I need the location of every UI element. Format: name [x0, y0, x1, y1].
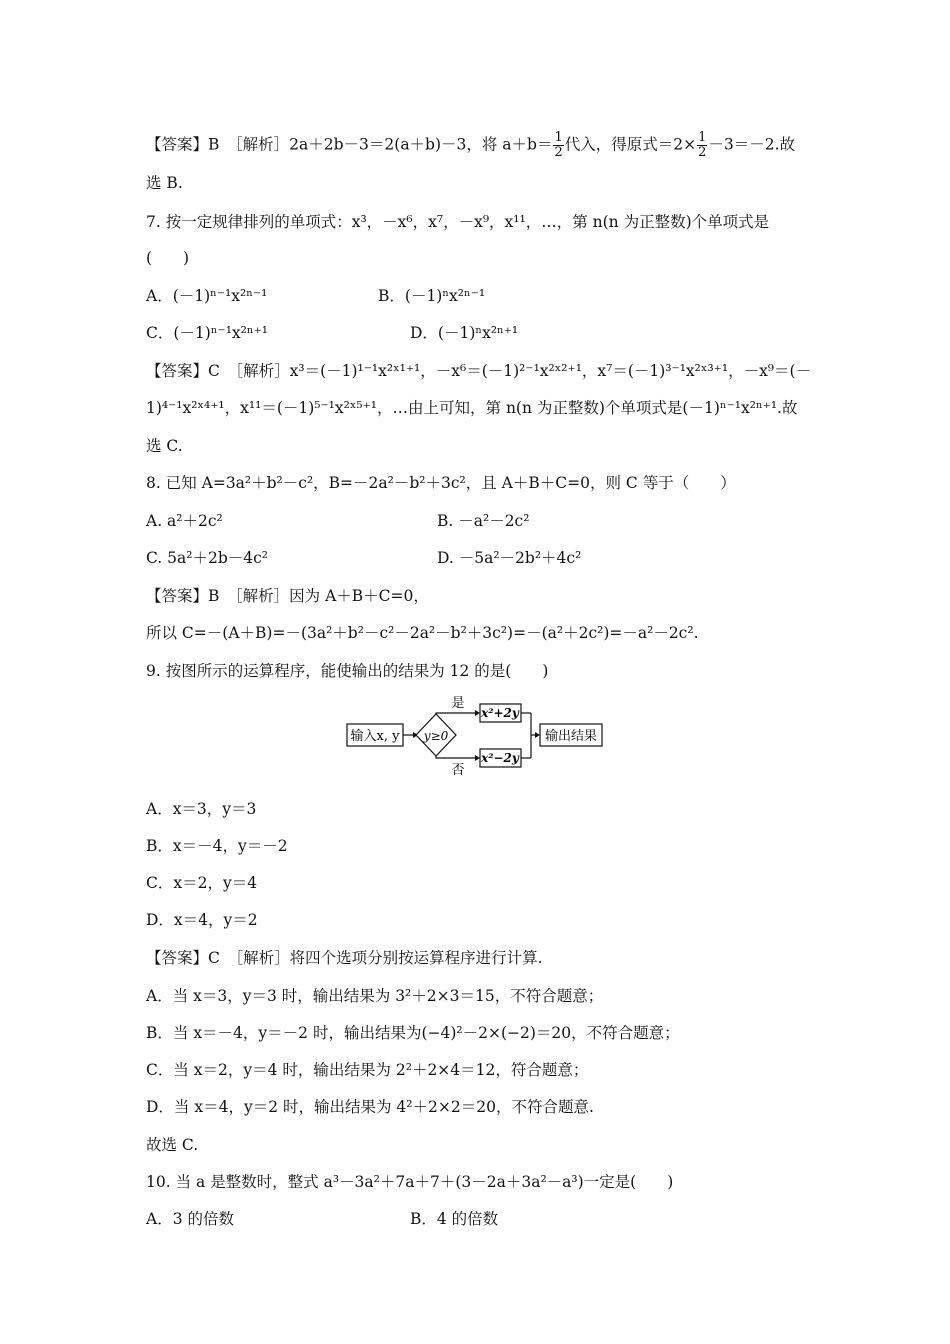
q7-option-b: B．(－1)ⁿx²ⁿ⁻¹: [378, 287, 486, 305]
flow-arrowhead: [475, 710, 480, 716]
fraction-one-half: [553, 131, 563, 160]
q10-option-a: A．3 的倍数: [146, 1210, 234, 1228]
q8-stem: 8. 已知 A=3a²＋b²－c²，B=－2a²－b²＋3c²，且 A＋B＋C=0，则 C 等于（ ）: [146, 474, 736, 492]
flowchart-diagram: [345, 694, 607, 780]
q7-option-d: D．(－1)ⁿx²ⁿ⁺¹: [410, 324, 519, 342]
q9-conclusion: 故选 C.: [146, 1136, 199, 1154]
q6-answer-line-2: 选 B.: [146, 174, 183, 192]
answer-tag: 【答案】B ［解析］: [146, 135, 290, 154]
q9-explain-a: A．当 x＝3，y＝3 时，输出结果为 3²＋2×3＝15，不符合题意；: [146, 987, 604, 1005]
q7-answer-line-2: 1)⁴⁻¹x²ˣ⁴⁺¹，x¹¹＝(－1)⁵⁻¹x²ˣ⁵⁺¹，…由上可知，第 n(n 为正整数)个单项式是(－1)ⁿ⁻¹x²ⁿ⁺¹.故: [146, 399, 798, 417]
flow-input-label: 输入x, y: [350, 729, 400, 744]
q9-option-b: B．x＝－4，y＝－2: [146, 837, 288, 855]
flow-no-label: 否: [451, 763, 465, 778]
q7-answer-paren: ( ): [146, 249, 190, 267]
flow-yes-label: 是: [451, 696, 465, 711]
q6-answer-line-1: [146, 131, 795, 160]
q10-option-b: B．4 的倍数: [410, 1210, 499, 1228]
fraction-numerator: 1: [698, 130, 707, 145]
q9-option-c: C．x＝2，y＝4: [146, 874, 258, 892]
q9-explain-d: D．当 x＝4，y＝2 时，输出结果为 4²＋2×2＝20，不符合题意.: [146, 1098, 594, 1116]
answer-text: 代入，得原式＝2×: [564, 135, 697, 154]
q8-answer-line-2: 所以 C=－(A＋B)=－(3a²＋b²－c²－2a²－b²＋3c²)=－(a²＋2c²)=－a²－2c².: [146, 624, 699, 642]
q7-option-c: C．(－1)ⁿ⁻¹x²ⁿ⁺¹: [146, 324, 268, 342]
fraction-one-half: [697, 131, 707, 160]
q8-answer-line-1: 【答案】B ［解析］因为 A＋B＋C=0，: [146, 587, 429, 605]
q8-option-a: A. a²＋2c²: [146, 512, 223, 530]
q8-option-b: B. －a²－2c²: [437, 512, 530, 530]
q7-option-a: A．(－1)ⁿ⁻¹x²ⁿ⁻¹: [146, 287, 268, 305]
q9-explain-b: B．当 x＝－4，y＝－2 时，输出结果为(−4)²－2×(−2)＝20，不符合题意；: [146, 1024, 680, 1042]
answer-text: 2a＋2b－3＝2(a＋b)－3，将 a＋b＝: [289, 135, 553, 154]
flow-yes-path: [436, 713, 475, 714]
q9-explain-c: C．当 x＝2，y＝4 时，输出结果为 2²＋2×4＝12，符合题意；: [146, 1061, 589, 1079]
flow-arrowhead: [535, 732, 540, 738]
q9-stem: 9. 按图所示的运算程序，能使输出的结果为 12 的是( ): [146, 662, 549, 680]
flow-arrowhead: [475, 755, 480, 761]
fraction-denominator: 2: [698, 145, 707, 160]
q8-option-c: C. 5a²＋2b－4c²: [146, 549, 269, 567]
flow-no-expression: x²−2y: [481, 751, 519, 765]
q7-answer-line-1: 【答案】C ［解析］x³＝(－1)¹⁻¹x²ˣ¹⁺¹，－x⁶＝(－1)²⁻¹x²ˣ²⁺¹，x⁷＝(－1)³⁻¹x²ˣ³⁺¹，－x⁹＝(－: [146, 362, 812, 380]
answer-text: －3＝－2.故: [708, 135, 796, 154]
flow-no-path: [436, 756, 475, 758]
q7-answer-line-3: 选 C.: [146, 437, 183, 455]
flow-yes-expression: x²+2y: [481, 706, 519, 720]
q9-option-d: D．x＝4，y＝2: [146, 911, 258, 929]
fraction-numerator: 1: [554, 130, 563, 145]
q10-stem: 10. 当 a 是整数时，整式 a³－3a²＋7a＋7＋(3－2a＋3a²－a³)一定是( ): [146, 1173, 674, 1191]
flow-output-label: 输出结果: [544, 729, 598, 744]
q7-stem: 7. 按一定规律排列的单项式：x³，－x⁶，x⁷，－x⁹，x¹¹，…，第 n(n 为正整数)个单项式是: [146, 213, 770, 231]
q9-answer: 【答案】C ［解析］将四个选项分别按运算程序进行计算.: [146, 949, 543, 967]
q9-option-a: A．x＝3，y＝3: [146, 800, 257, 818]
q8-option-d: D. －5a²－2b²＋4c²: [437, 549, 582, 567]
fraction-denominator: 2: [554, 145, 563, 160]
flow-condition-label: y≥0: [423, 729, 449, 743]
